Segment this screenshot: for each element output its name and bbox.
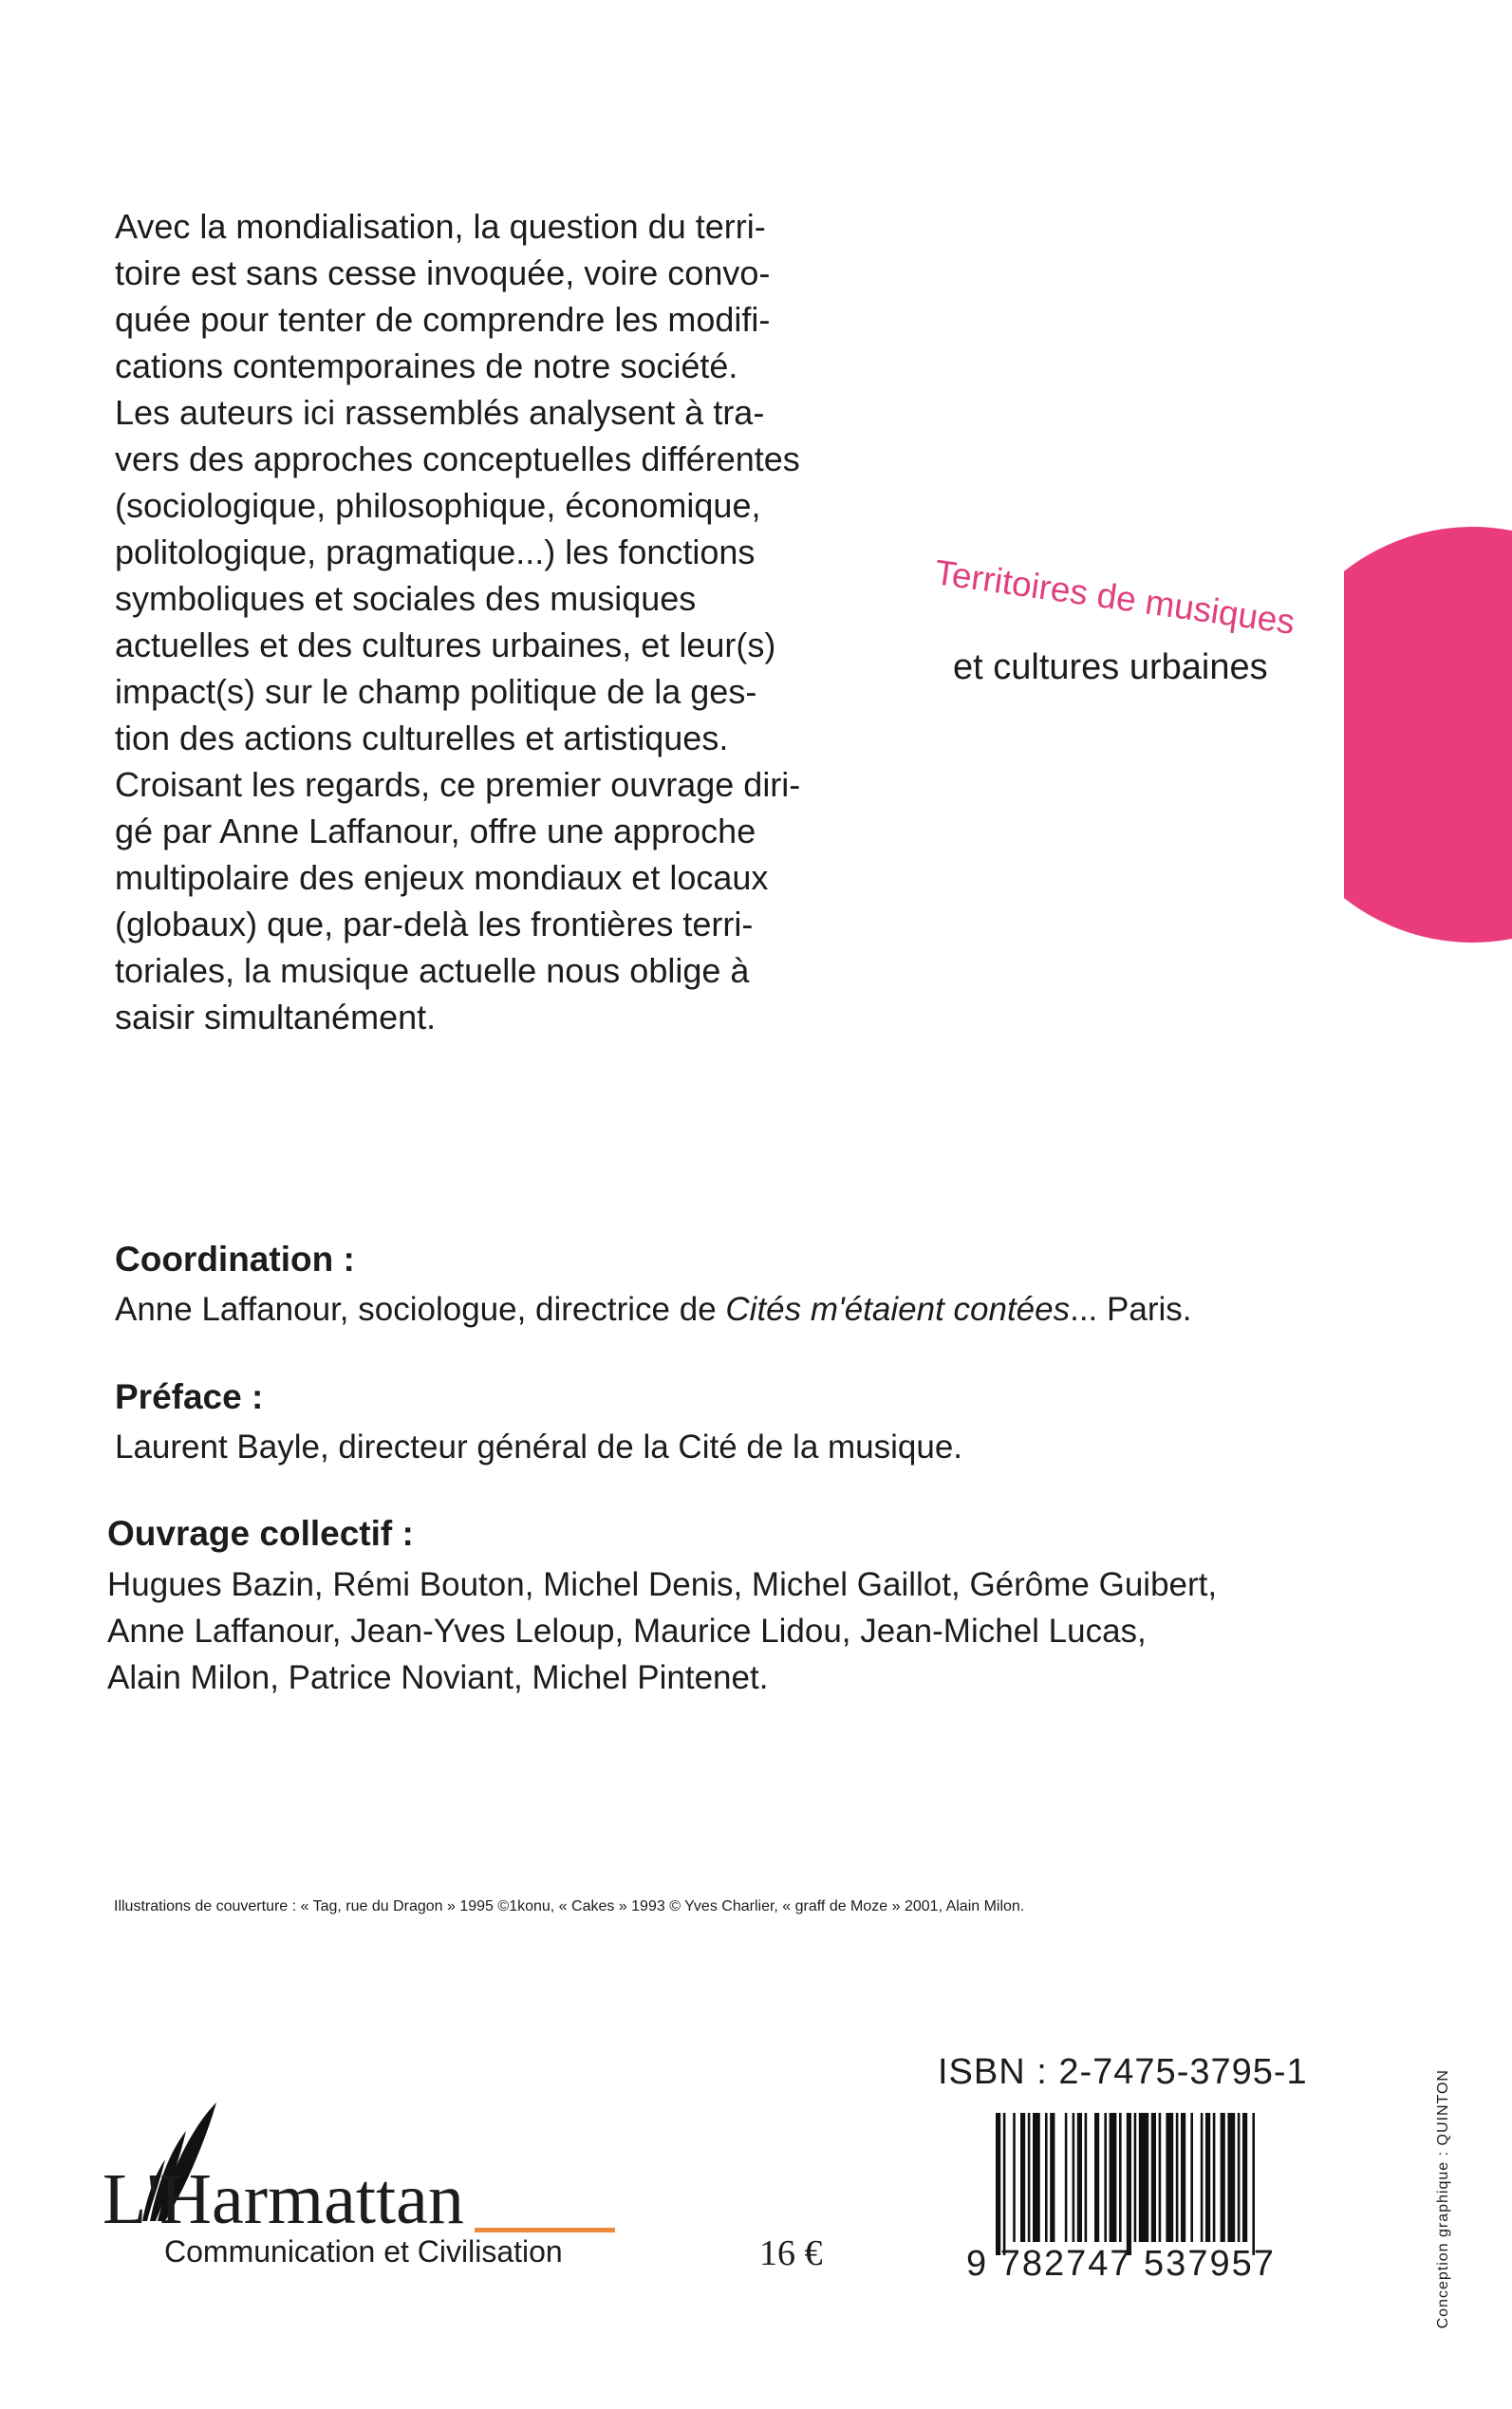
barcode-bar [1073, 2113, 1075, 2242]
logo-underline [475, 2228, 615, 2232]
barcode-bar [1238, 2113, 1241, 2242]
barcode-bar [1003, 2113, 1006, 2255]
blurb-line: (globaux) que, par-delà les frontières terri- [115, 905, 754, 943]
blurb-line: (sociologique, philosophique, économique, [115, 486, 761, 525]
barcode-bar [1028, 2113, 1031, 2242]
blurb-line: Les auteurs ici rassemblés analysent à tra- [115, 393, 765, 432]
barcode-bar [1045, 2113, 1048, 2242]
barcode-bar [1176, 2113, 1179, 2242]
blurb-line: cations contemporaines de notre société. [115, 346, 738, 385]
barcode-bar [1020, 2113, 1025, 2242]
isbn: ISBN : 2-7475-3795-1 [938, 2052, 1308, 2092]
barcode-digits: 9 782747 537957 [966, 2244, 1276, 2284]
collectif-line: Anne Laffanour, Jean-Yves Leloup, Maurice Lidou, Jean-Michel Lucas, [107, 1613, 1147, 1650]
barcode-bar [1094, 2113, 1099, 2242]
barcode-bar [1227, 2113, 1235, 2242]
barcode-bar [1201, 2113, 1204, 2242]
barcode-bar [1077, 2113, 1082, 2242]
barcode [996, 2113, 1311, 2255]
preface-text: Laurent Bayle, directeur général de la Cité de la musique. [115, 1429, 963, 1466]
blurb-line: Avec la mondialisation, la question du terri- [115, 207, 766, 246]
barcode-bar [1110, 2113, 1117, 2242]
blurb-line: toire est sans cesse invoquée, voire convo- [115, 253, 771, 292]
price: 16 € [759, 2233, 823, 2273]
book-title-line2: et cultures urbaines [953, 647, 1268, 687]
publisher-logo: L'Harmattan [103, 2159, 464, 2239]
barcode-bar [1151, 2113, 1156, 2242]
barcode-bar [1119, 2113, 1122, 2242]
blurb-line: symboliques et sociales des musiques [115, 579, 697, 618]
barcode-bar [996, 2113, 1000, 2255]
blurb-line: quée pour tenter de comprendre les modifi- [115, 300, 771, 339]
blurb-line: politologique, pragmatique...) les fonctions [115, 532, 756, 571]
blurb-line: impact(s) sur le champ politique de la ges- [115, 672, 757, 711]
barcode-bar [1190, 2113, 1193, 2242]
back-cover-blurb [115, 203, 800, 1040]
book-title-line1: Territoires de musiques [932, 552, 1297, 643]
blurb-line: toriales, la musique actuelle nous oblige à [115, 951, 750, 990]
blurb-line: tion des actions culturelles et artistiques. [115, 719, 729, 757]
barcode-bar [1221, 2113, 1225, 2242]
coordination-heading: Coordination : [115, 1240, 355, 1279]
barcode-bar [1127, 2113, 1131, 2255]
barcode-bar [1050, 2113, 1055, 2242]
coordination-text: Anne Laffanour, sociologue, directrice de Cités m'étaient contées... Paris. [115, 1291, 1192, 1328]
preface-heading: Préface : [115, 1377, 264, 1416]
barcode-bar [1033, 2113, 1040, 2242]
blurb-line: saisir simultanément. [115, 998, 437, 1036]
cover-illustration-credits: Illustrations de couverture : « Tag, rue du Dragon » 1995 ©1konu, « Cakes » 1993 © Yves Charlier, « graff de Moze » 2001, Alain Milon. [114, 1898, 1025, 1914]
pink-circle-decoration [1344, 527, 1512, 943]
barcode-bar [1213, 2113, 1216, 2242]
barcode-bar [1242, 2113, 1247, 2242]
collection-name: Communication et Civilisation [164, 2234, 563, 2269]
barcode-bar [1139, 2113, 1148, 2242]
collectif-line: Hugues Bazin, Rémi Bouton, Michel Denis, Michel Gaillot, Gérôme Guibert, [107, 1566, 1218, 1603]
barcode-bar [1065, 2113, 1068, 2242]
barcode-bar [1085, 2113, 1088, 2242]
design-credit: Conception graphique : QUINTON [1435, 2069, 1451, 2329]
collectif-line: Alain Milon, Patrice Noviant, Michel Pintenet. [107, 1659, 769, 1696]
blurb-line: actuelles et des cultures urbaines, et leur(s) [115, 626, 776, 664]
barcode-bar [1134, 2113, 1137, 2242]
barcode-bar [1013, 2113, 1016, 2242]
barcode-bar [1159, 2113, 1162, 2242]
blurb-line: multipolaire des enjeux mondiaux et locaux [115, 858, 769, 897]
blurb-line: Croisant les regards, ce premier ouvrage diri- [115, 765, 801, 804]
barcode-bar [1205, 2113, 1210, 2242]
barcode-bar [1181, 2113, 1185, 2242]
barcode-bar [1166, 2113, 1173, 2242]
barcode-bar [1104, 2113, 1107, 2242]
collectif-heading: Ouvrage collectif : [107, 1514, 414, 1553]
barcode-bar [1252, 2113, 1255, 2255]
blurb-line: vers des approches conceptuelles différentes [115, 439, 800, 478]
blurb-line: gé par Anne Laffanour, offre une approche [115, 812, 756, 850]
